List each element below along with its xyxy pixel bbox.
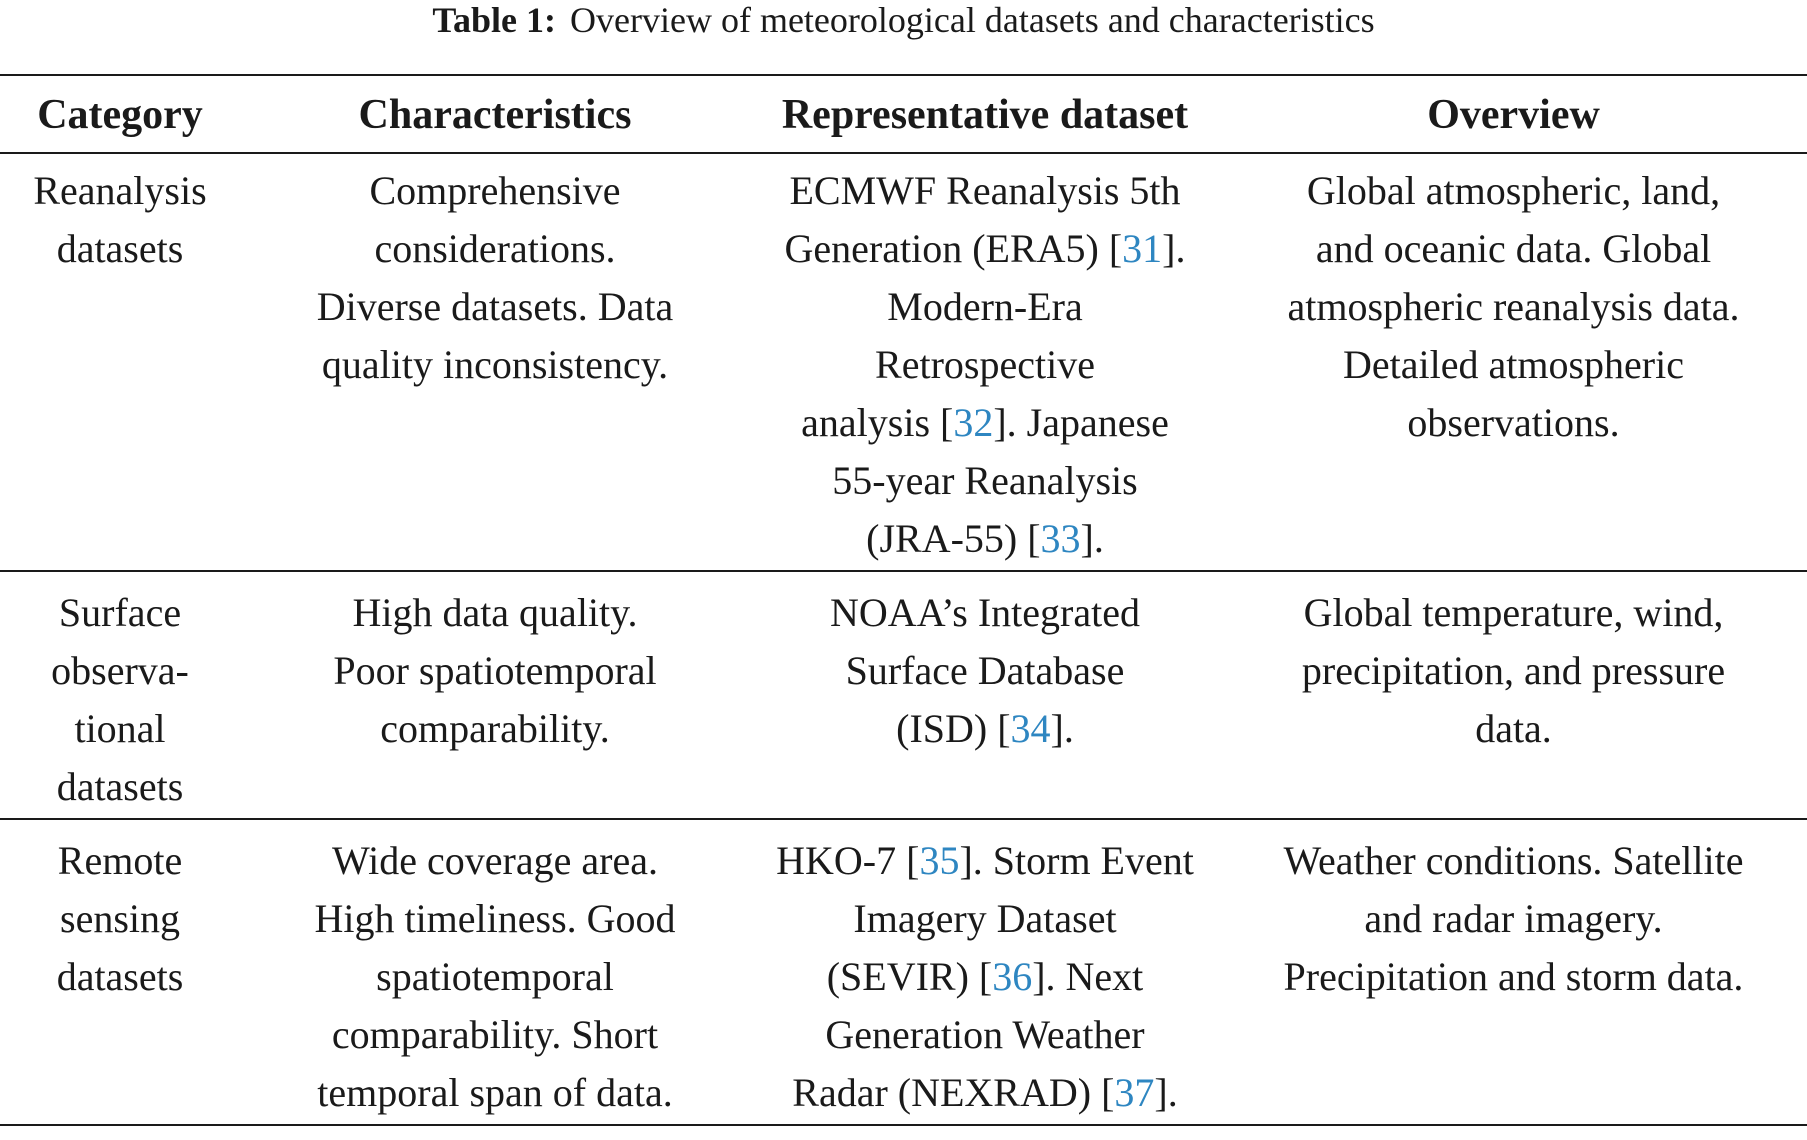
cell-characteristics [240, 153, 750, 571]
text-line: Weather conditions. Satellite [1283, 838, 1744, 883]
cell-representative-dataset [750, 153, 1220, 571]
text-line: datasets [56, 226, 184, 271]
text-line: data. [1475, 706, 1552, 751]
text-line: High timeliness. Good [314, 896, 676, 941]
text-line: and oceanic data. Global [1315, 226, 1712, 271]
text-line: Diverse datasets. Data [316, 284, 674, 329]
text-line: Global temperature, wind, [1303, 590, 1724, 635]
header-representative-dataset: Representative dataset [750, 75, 1220, 153]
text-line: (ISD) [34]. [896, 706, 1074, 751]
header-row [0, 75, 1807, 153]
citation-link[interactable]: 34 [1010, 706, 1051, 751]
cell-category [0, 571, 240, 819]
text-line: Precipitation and storm data. [1283, 954, 1744, 999]
text-line: Modern-Era [887, 284, 1083, 329]
citation-link[interactable]: 36 [992, 954, 1033, 999]
text-line: Retrospective [875, 342, 1095, 387]
text-line: (SEVIR) [36]. Next [826, 954, 1144, 999]
text-line: comparability. Short [331, 1012, 659, 1057]
text-line: precipitation, and pressure [1301, 648, 1726, 693]
text-line: observations. [1407, 400, 1620, 445]
citation-link[interactable]: 33 [1040, 516, 1081, 561]
text-line: atmospheric reanalysis data. [1287, 284, 1740, 329]
text-line: analysis [32]. Japanese [801, 400, 1169, 445]
text-line: quality inconsistency. [321, 342, 669, 387]
text-line: spatiotemporal [376, 954, 614, 999]
text-line: Surface Database [845, 648, 1125, 693]
table-row-remote-sensing [0, 819, 1807, 1125]
text-line: observa- [51, 648, 189, 693]
text-line: Generation Weather [825, 1012, 1145, 1057]
datasets-table [0, 74, 1807, 1126]
citation-link[interactable]: 35 [919, 838, 960, 883]
text-line: (JRA-55) [33]. [866, 516, 1104, 561]
text-line: Remote [57, 838, 183, 883]
text-line: sensing [60, 896, 180, 941]
caption-label: Table 1: [432, 0, 557, 40]
text-line: and radar imagery. [1364, 896, 1663, 941]
cell-characteristics [240, 571, 750, 819]
text-line: Generation (ERA5) [31]. [784, 226, 1186, 271]
text-line: 55-year Reanalysis [832, 458, 1138, 503]
text-line: tional [74, 706, 166, 751]
cell-category [0, 819, 240, 1125]
cell-overview [1220, 571, 1807, 819]
text-line: temporal span of data. [317, 1070, 673, 1115]
text-line: HKO-7 [35]. Storm Event [776, 838, 1194, 883]
citation-link[interactable]: 32 [953, 400, 994, 445]
table-row-surface-observational [0, 571, 1807, 819]
text-line: datasets [56, 954, 184, 999]
citation-link[interactable]: 31 [1122, 226, 1163, 271]
text-line: Surface [58, 590, 182, 635]
header-characteristics: Characteristics [240, 75, 750, 153]
table-caption [0, 0, 1807, 42]
text-line: datasets [56, 764, 184, 809]
header-category: Category [0, 75, 240, 153]
text-line: Imagery Dataset [853, 896, 1117, 941]
text-line: considerations. [374, 226, 616, 271]
text-line: Global atmospheric, land, [1306, 168, 1721, 213]
text-line: High data quality. [352, 590, 638, 635]
cell-overview [1220, 819, 1807, 1125]
cell-category [0, 153, 240, 571]
header-overview: Overview [1220, 75, 1807, 153]
text-line: Detailed atmospheric [1343, 342, 1684, 387]
citation-link[interactable]: 37 [1114, 1070, 1155, 1115]
cell-overview [1220, 153, 1807, 571]
text-line: Poor spatiotemporal [333, 648, 657, 693]
text-line: ECMWF Reanalysis 5th [789, 168, 1181, 213]
text-line: Wide coverage area. [332, 838, 658, 883]
text-line: NOAA’s Integrated [830, 590, 1140, 635]
caption-text: Overview of meteorological datasets and characteristics [570, 0, 1375, 40]
text-line: Reanalysis [33, 168, 207, 213]
text-line: Comprehensive [369, 168, 621, 213]
text-line: comparability. [380, 706, 610, 751]
cell-characteristics [240, 819, 750, 1125]
cell-representative-dataset [750, 819, 1220, 1125]
cell-representative-dataset [750, 571, 1220, 819]
table-row-reanalysis [0, 153, 1807, 571]
text-line: Radar (NEXRAD) [37]. [792, 1070, 1178, 1115]
